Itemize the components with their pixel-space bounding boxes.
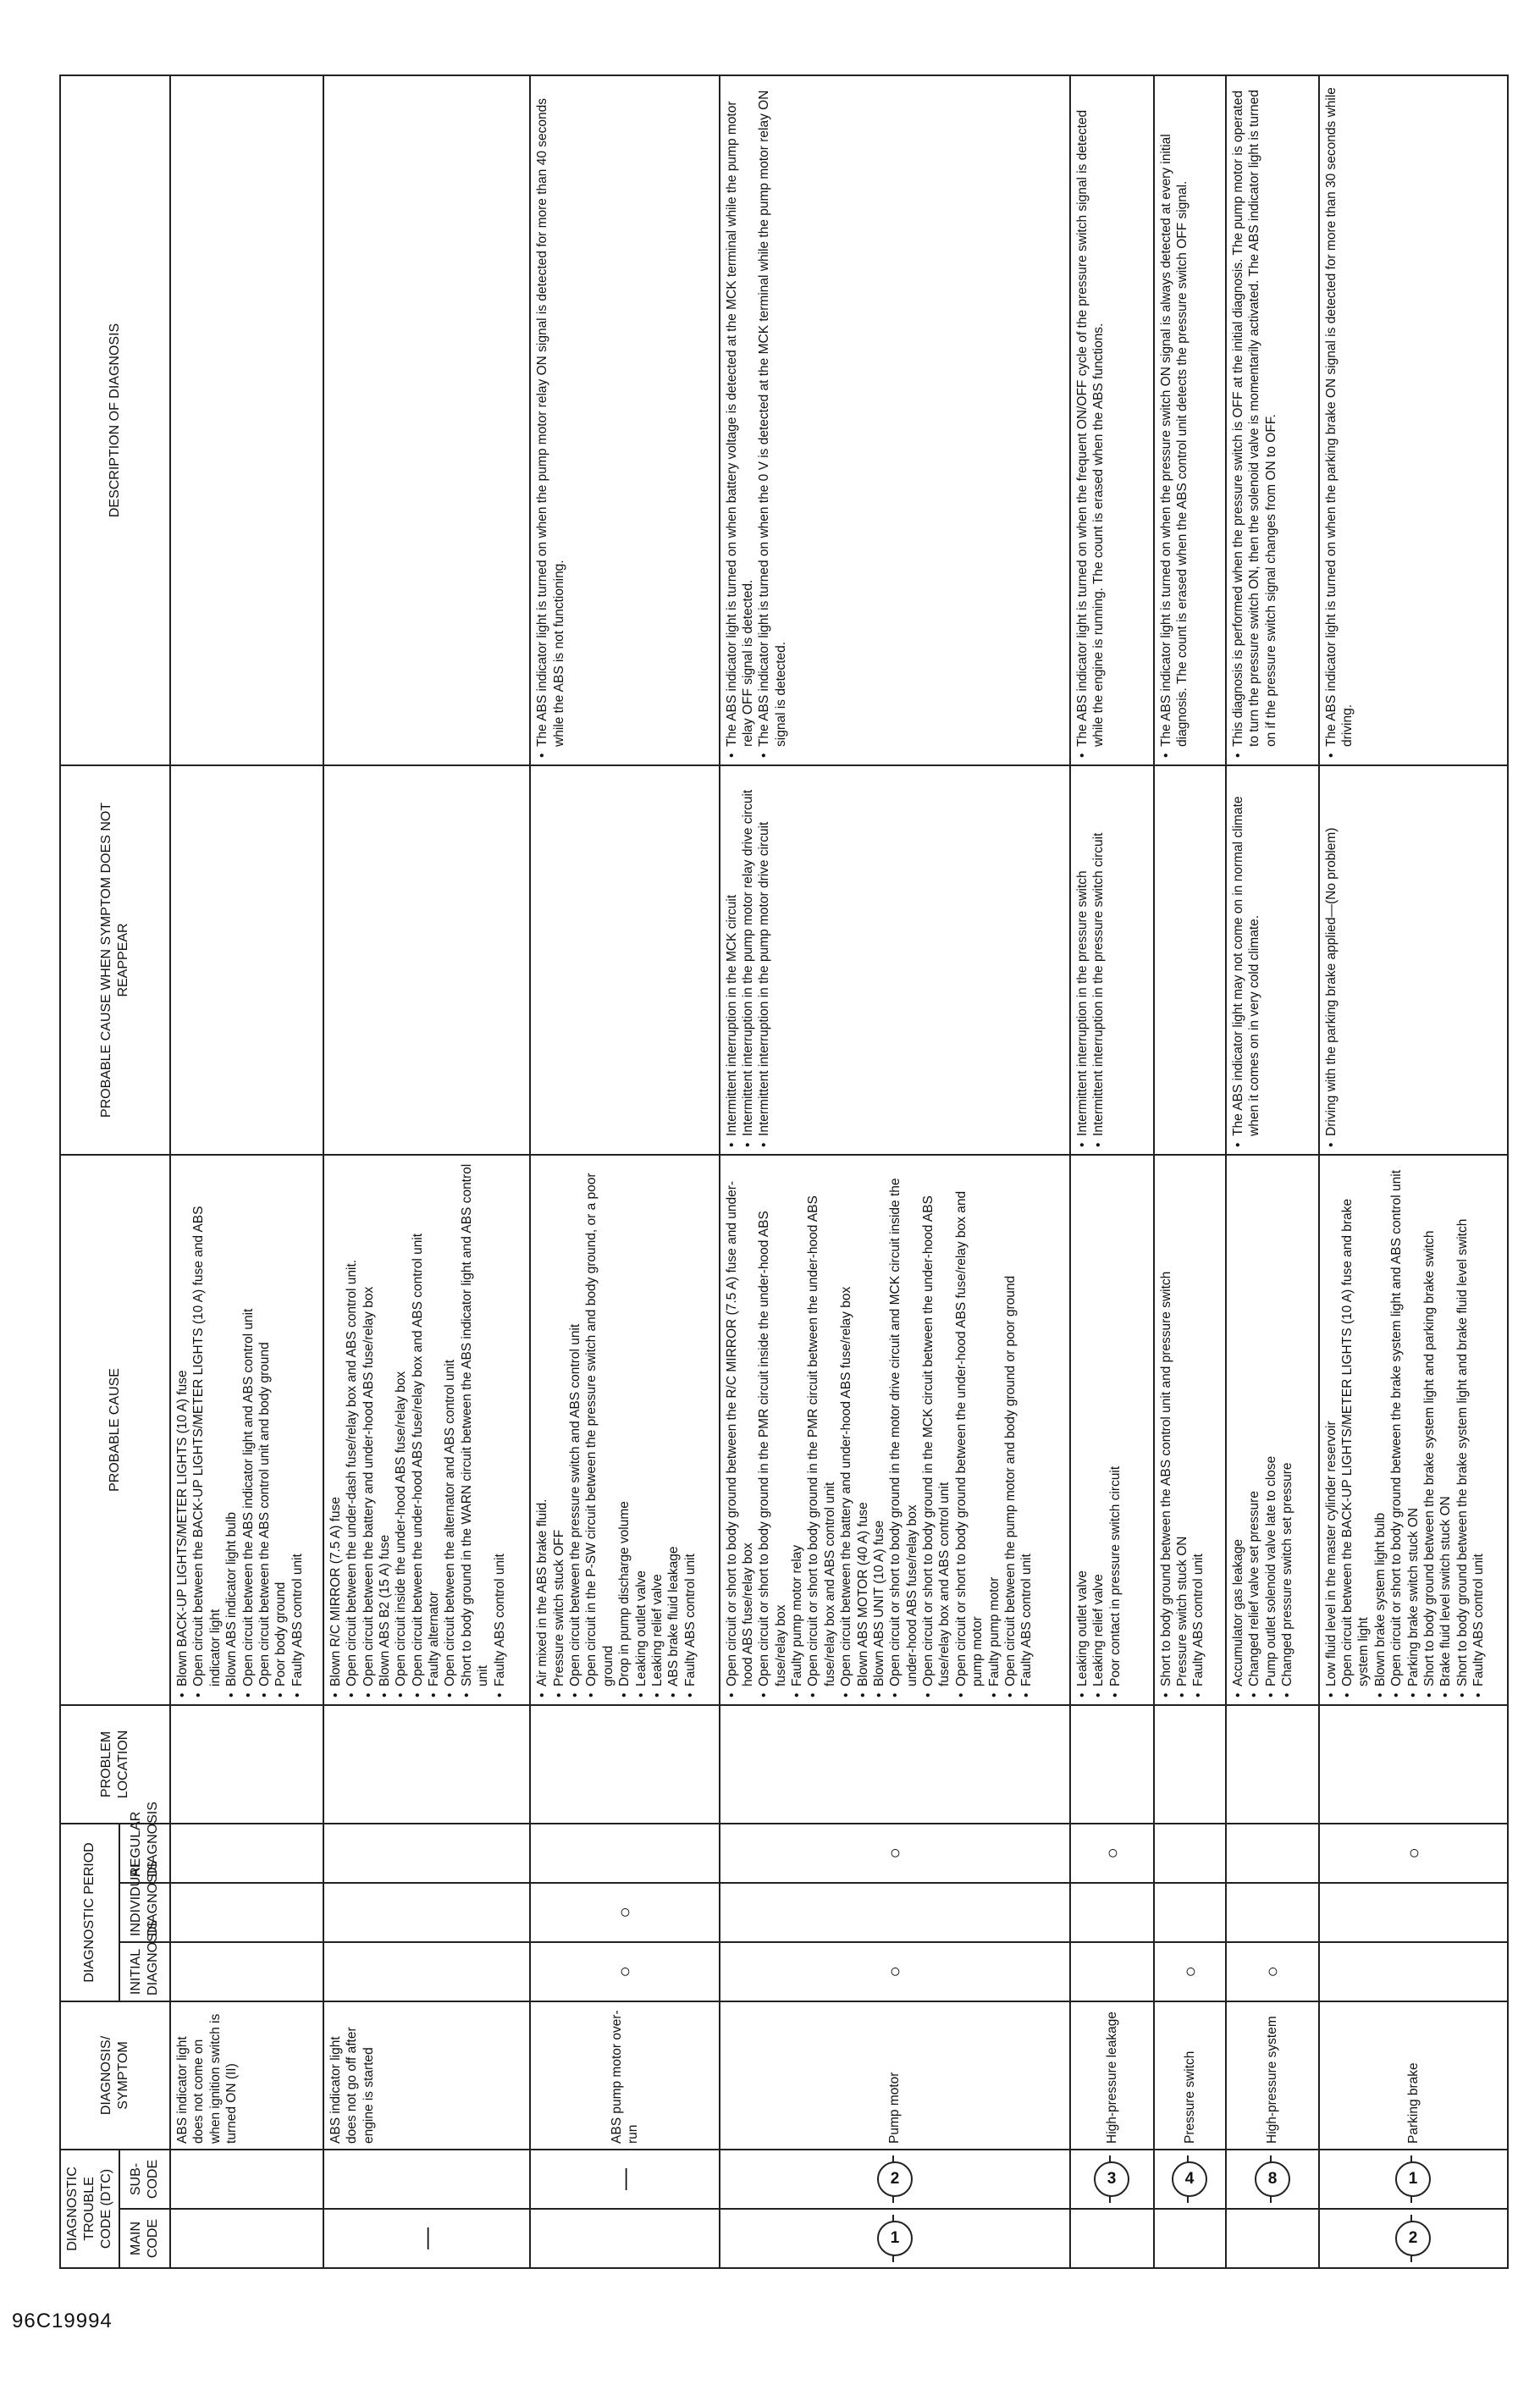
list-item: • Short to body ground in the WARN circuit between the ABS indicator light and ABS control unit	[459, 1161, 492, 1699]
probable-cause-cell	[530, 1155, 719, 1705]
list-item: • Open circuit between the ABS control unit and body ground	[257, 1161, 273, 1699]
main-code-header: MAIN CODE	[119, 2209, 170, 2268]
list-item: • Low fluid level in the master cylinder reservoir	[1323, 1161, 1339, 1699]
regular-cell	[1226, 1824, 1319, 1883]
circle-mark: ○	[614, 1907, 636, 1918]
circle-mark: ○	[1261, 1966, 1283, 1978]
list-item: • Open circuit between the battery and under-hood ABS fuse/relay box	[838, 1161, 854, 1699]
regular-cell	[170, 1824, 323, 1883]
sub-code-cell	[1226, 2150, 1319, 2209]
problem-location-cell	[323, 1705, 531, 1824]
sub-code-cell	[720, 2150, 1070, 2209]
list-item: • Open circuit in the P-SW circuit between the pressure switch and body ground, or a poor ground	[583, 1161, 616, 1699]
sub-code-badge: 4	[1172, 2161, 1207, 2197]
list-item: • Blown R/C MIRROR (7.5 A) fuse	[328, 1161, 344, 1699]
regular-cell	[1154, 1824, 1226, 1883]
list-item: • Leaking relief valve	[649, 1161, 665, 1699]
problem-location-cell	[170, 1705, 323, 1824]
circle-mark: ○	[1101, 1847, 1123, 1859]
list-item: • Short to body ground between the ABS control unit and pressure switch	[1158, 1161, 1174, 1699]
sub-code-cell	[530, 2150, 719, 2209]
individual-cell	[1226, 1883, 1319, 1942]
list-item: • Intermittent interruption in the MCK circuit	[724, 771, 740, 1149]
cause-not-reappear-cell	[170, 765, 323, 1155]
list-item: • Faulty ABS control unit	[290, 1161, 306, 1699]
list-item: • Pressure switch stuck OFF	[551, 1161, 567, 1699]
list-item: • The ABS indicator light is turned on when the parking brake ON signal is detected for more than 30 seconds while driving.	[1323, 81, 1356, 759]
list-item: • Driving with the parking brake applied—(No problem)	[1323, 771, 1339, 1149]
probable-cause-cell	[1319, 1155, 1508, 1705]
list-item: • Intermittent interruption in the pressure switch circuit	[1090, 771, 1107, 1149]
table-row	[720, 75, 1070, 2268]
individual-cell	[720, 1883, 1070, 1942]
list-item: • Open circuit or short to body ground in the PMR circuit inside the under-hood ABS fuse/relay box	[756, 1161, 789, 1699]
list-item: • Open circuit between the pump motor and body ground or poor ground	[1002, 1161, 1018, 1699]
list-item: • Changed pressure switch set pressure	[1279, 1161, 1295, 1699]
list-item: • ABS brake fluid leakage	[665, 1161, 682, 1699]
list-item: • Open circuit between the under-hood ABS fuse/relay box and ABS control unit	[410, 1161, 426, 1699]
cause-not-reappear-cell	[530, 765, 719, 1155]
probable-cause-cell	[170, 1155, 323, 1705]
list-item: • Open circuit between the battery and under-hood ABS fuse/relay box	[361, 1161, 377, 1699]
circle-mark: ○	[884, 1966, 906, 1978]
regular-cell	[720, 1824, 1070, 1883]
cause-not-reappear-header: PROBABLE CAUSE WHEN SYMPTOM DOES NOT REAPPEAR	[60, 765, 170, 1155]
main-code-cell	[1070, 2209, 1154, 2268]
list-item: • Blown ABS MOTOR (40 A) fuse	[855, 1161, 871, 1699]
main-code-cell	[323, 2209, 531, 2268]
list-item: • Open circuit between the ABS indicator light and ABS control unit	[240, 1161, 257, 1699]
description-cell	[530, 75, 719, 765]
list-item: • Faulty ABS control unit	[1190, 1161, 1206, 1699]
individual-cell	[1070, 1883, 1154, 1942]
list-item: • Blown ABS UNIT (10 A) fuse	[871, 1161, 887, 1699]
list-item: • The ABS indicator light is turned on when the pump motor relay ON signal is detected for more than 40 seconds while the ABS is not functioning.	[534, 81, 567, 759]
list-item: • Changed relief valve set pressure	[1246, 1161, 1262, 1699]
main-code-dash: —	[413, 2227, 439, 2249]
individual-cell	[323, 1883, 531, 1942]
circle-mark: ○	[884, 1847, 906, 1859]
main-code-badge: 1	[877, 2221, 913, 2256]
list-item: • Faulty pump motor	[986, 1161, 1002, 1699]
individual-cell	[1154, 1883, 1226, 1942]
main-code-cell	[1226, 2209, 1319, 2268]
list-item: • Short to body ground between the brake system light and parking brake switch	[1421, 1161, 1438, 1699]
list-item: • Open circuit between the BACK-UP LIGHTS/METER LIGHTS (10 A) fuse and ABS indicator light	[190, 1161, 224, 1699]
circle-mark: ○	[614, 1966, 636, 1978]
list-item: • The ABS indicator light may not come on in normal climate when it comes on in very cold climate.	[1230, 771, 1263, 1149]
list-item: • Pump outlet solenoid valve late to close	[1263, 1161, 1279, 1699]
individual-cell	[530, 1883, 719, 1942]
table-row	[1226, 75, 1319, 2268]
initial-cell	[530, 1942, 719, 2001]
list-item: • Parking brake switch stuck ON	[1405, 1161, 1421, 1699]
regular-header: REGULAR DIAGNOSIS	[119, 1824, 170, 1883]
table-row	[170, 75, 323, 2268]
initial-cell	[720, 1942, 1070, 2001]
description-cell	[323, 75, 531, 765]
dtc-header: DIAGNOSTIC TROUBLE CODE (DTC)	[60, 2150, 119, 2268]
problem-location-cell	[530, 1705, 719, 1824]
list-item: • Open circuit or short to body ground between the under-hood ABS fuse/relay box and pump motor	[953, 1161, 986, 1699]
list-item: • Blown ABS B2 (15 A) fuse	[377, 1161, 393, 1699]
symptom-cell: High-pressure leakage	[1070, 2001, 1154, 2150]
individual-cell	[1319, 1883, 1508, 1942]
list-item: • Leaking outlet valve	[633, 1161, 649, 1699]
list-item: • Faulty ABS control unit	[1471, 1161, 1487, 1699]
problem-location-cell	[1070, 1705, 1154, 1824]
table-row	[323, 75, 531, 2268]
regular-cell	[1319, 1824, 1508, 1883]
list-item: • Open circuit inside the under-hood ABS fuse/relay box	[393, 1161, 409, 1699]
list-item: • Air mixed in the ABS brake fluid.	[534, 1161, 550, 1699]
probable-cause-cell	[323, 1155, 531, 1705]
problem-location-cell	[720, 1705, 1070, 1824]
list-item: • The ABS indicator light is turned on when the 0 V is detected at the MCK terminal while the pump motor relay ON signal is detected.	[756, 81, 789, 759]
list-item: • Open circuit between the alternator and ABS control unit	[442, 1161, 458, 1699]
cause-not-reappear-cell	[720, 765, 1070, 1155]
main-code-cell	[170, 2209, 323, 2268]
sub-code-header: SUB-CODE	[119, 2150, 170, 2209]
probable-cause-cell	[1154, 1155, 1226, 1705]
list-item: • Open circuit or short to body ground in the motor drive circuit and MCK circuit inside the under-hood ABS fuse/relay box	[887, 1161, 920, 1699]
list-item: • Intermittent interruption in the pump motor relay drive circuit	[740, 771, 756, 1149]
sub-code-cell	[1154, 2150, 1226, 2209]
initial-header: INITIAL DIAGNOSIS	[119, 1942, 170, 2001]
description-cell	[170, 75, 323, 765]
list-item: • This diagnosis is performed when the pressure switch is OFF at the initial diagnosis. The pump motor is operated to turn the pressure switch ON, then the solenoid valve is momentarily activated. The ABS indicator light is turned on if the pressure switch signal changes from ON to OFF.	[1230, 81, 1279, 759]
table-row	[1070, 75, 1154, 2268]
description-cell	[1070, 75, 1154, 765]
probable-cause-cell	[1226, 1155, 1319, 1705]
list-item: • Accumulator gas leakage	[1230, 1161, 1246, 1699]
list-item: • Open circuit or short to body ground in the MCK circuit between the under-hood ABS fuse/relay box and ABS control unit	[920, 1161, 953, 1699]
regular-cell	[323, 1824, 531, 1883]
symptom-header: DIAGNOSIS/ SYMPTOM	[60, 2001, 170, 2150]
list-item: • Blown BACK-UP LIGHTS/METER LIGHTS (10 A) fuse	[174, 1161, 190, 1699]
problem-location-cell	[1154, 1705, 1226, 1824]
list-item: • Brake fluid level switch stuck ON	[1438, 1161, 1454, 1699]
table-row	[530, 75, 719, 2268]
symptom-cell: Pressure switch	[1154, 2001, 1226, 2150]
list-item: • Intermittent interruption in the pump motor drive circuit	[756, 771, 772, 1149]
list-item: • Open circuit or short to body ground between the R/C MIRROR (7.5 A) fuse and under-hood ABS fuse/relay box	[724, 1161, 757, 1699]
individual-header: INDIVIDUAL DIAGNOSIS	[119, 1883, 170, 1942]
sub-code-badge: 3	[1094, 2161, 1129, 2197]
problem-location-header: PROBLEM LOCATION	[60, 1705, 170, 1824]
sub-code-cell	[323, 2150, 531, 2209]
probable-cause-cell	[1070, 1155, 1154, 1705]
description-header: DESCRIPTION OF DIAGNOSIS	[60, 75, 170, 765]
description-cell	[720, 75, 1070, 765]
list-item: • Faulty pump motor relay	[789, 1161, 805, 1699]
individual-cell	[170, 1883, 323, 1942]
initial-cell	[170, 1942, 323, 2001]
problem-location-cell	[1319, 1705, 1508, 1824]
initial-cell	[1319, 1942, 1508, 2001]
cause-not-reappear-cell	[1154, 765, 1226, 1155]
list-item: • Leaking outlet valve	[1074, 1161, 1090, 1699]
list-item: • Leaking relief valve	[1090, 1161, 1107, 1699]
initial-cell	[1154, 1942, 1226, 2001]
initial-cell	[323, 1942, 531, 2001]
sub-code-cell	[1319, 2150, 1508, 2209]
cause-not-reappear-cell	[1226, 765, 1319, 1155]
sub-code-cell	[170, 2150, 323, 2209]
initial-cell	[1070, 1942, 1154, 2001]
description-cell	[1154, 75, 1226, 765]
list-item: • Open circuit between the BACK-UP LIGHTS/METER LIGHTS (10 A) fuse and brake system light	[1339, 1161, 1372, 1699]
regular-cell	[530, 1824, 719, 1883]
regular-cell	[1070, 1824, 1154, 1883]
list-item: • Faulty ABS control unit	[492, 1161, 508, 1699]
list-item: • Drop in pump discharge volume	[616, 1161, 632, 1699]
sub-code-dash: —	[611, 2168, 638, 2190]
table-row	[1319, 75, 1508, 2268]
list-item: • Open circuit between the pressure switch and ABS control unit	[567, 1161, 583, 1699]
dtc-table	[59, 75, 1509, 2269]
symptom-cell: Parking brake	[1319, 2001, 1508, 2150]
cause-not-reappear-cell	[1319, 765, 1508, 1155]
circle-mark: ○	[1402, 1847, 1424, 1859]
list-item: • Blown ABS indicator light bulb	[224, 1161, 240, 1699]
list-item: • The ABS indicator light is turned on when the frequent ON/OFF cycle of the pressure switch signal is detected while the engine is running. The count is erased when the ABS functions.	[1074, 81, 1107, 759]
list-item: • Poor body ground	[273, 1161, 289, 1699]
list-item: • Pressure switch stuck ON	[1174, 1161, 1190, 1699]
list-item: • Faulty ABS control unit	[1018, 1161, 1035, 1699]
description-cell	[1226, 75, 1319, 765]
probable-cause-cell	[720, 1155, 1070, 1705]
circle-mark: ○	[1178, 1966, 1201, 1978]
problem-location-cell	[1226, 1705, 1319, 1824]
sub-code-badge: 8	[1255, 2161, 1290, 2197]
sub-code-badge: 1	[1395, 2161, 1431, 2197]
sub-code-cell	[1070, 2150, 1154, 2209]
list-item: • Intermittent interruption in the pressure switch	[1074, 771, 1090, 1149]
list-item: • Blown brake system light bulb	[1372, 1161, 1388, 1699]
symptom-cell: Pump motor	[720, 2001, 1070, 2150]
symptom-cell: ABS pump motor over-run	[530, 2001, 719, 2150]
list-item: • The ABS indicator light is turned on when battery voltage is detected at the MCK terminal while the pump motor relay OFF signal is detected.	[724, 81, 757, 759]
symptom-cell: ABS indicator light does not come on when ignition switch is turned ON (II)	[170, 2001, 323, 2150]
main-code-badge: 2	[1395, 2221, 1431, 2256]
sub-code-badge: 2	[877, 2161, 913, 2197]
figure-id: 96C19994	[12, 2310, 113, 2332]
table-row	[1154, 75, 1226, 2268]
list-item: • Faulty ABS control unit	[682, 1161, 698, 1699]
main-code-cell	[1319, 2209, 1508, 2268]
symptom-cell: High-pressure system	[1226, 2001, 1319, 2150]
symptom-cell: ABS indicator light does not go off after engine is started	[323, 2001, 531, 2150]
list-item: • Open circuit or short to body ground in the PMR circuit between the under-hood ABS fuse/relay box and ABS control unit	[805, 1161, 838, 1699]
main-code-cell	[720, 2209, 1070, 2268]
main-code-cell	[530, 2209, 719, 2268]
list-item: • Poor contact in pressure switch circuit	[1107, 1161, 1123, 1699]
period-header: DIAGNOSTIC PERIOD	[60, 1824, 119, 2001]
cause-not-reappear-cell	[1070, 765, 1154, 1155]
cause-not-reappear-cell	[323, 765, 531, 1155]
list-item: • Open circuit between the under-dash fuse/relay box and ABS control unit.	[344, 1161, 360, 1699]
description-cell	[1319, 75, 1508, 765]
list-item: • Short to body ground between the brake system light and brake fluid level switch	[1454, 1161, 1471, 1699]
main-code-cell	[1154, 2209, 1226, 2268]
initial-cell	[1226, 1942, 1319, 2001]
list-item: • The ABS indicator light is turned on when the pressure switch ON signal is always detected at every initial diagnosis. The count is erased when the ABS control unit detects the pressure switch OFF signal.	[1158, 81, 1191, 759]
probable-cause-header: PROBABLE CAUSE	[60, 1155, 170, 1705]
list-item: • Open circuit or short to body ground between the brake system light and ABS control unit	[1388, 1161, 1405, 1699]
list-item: • Faulty alternator	[426, 1161, 442, 1699]
